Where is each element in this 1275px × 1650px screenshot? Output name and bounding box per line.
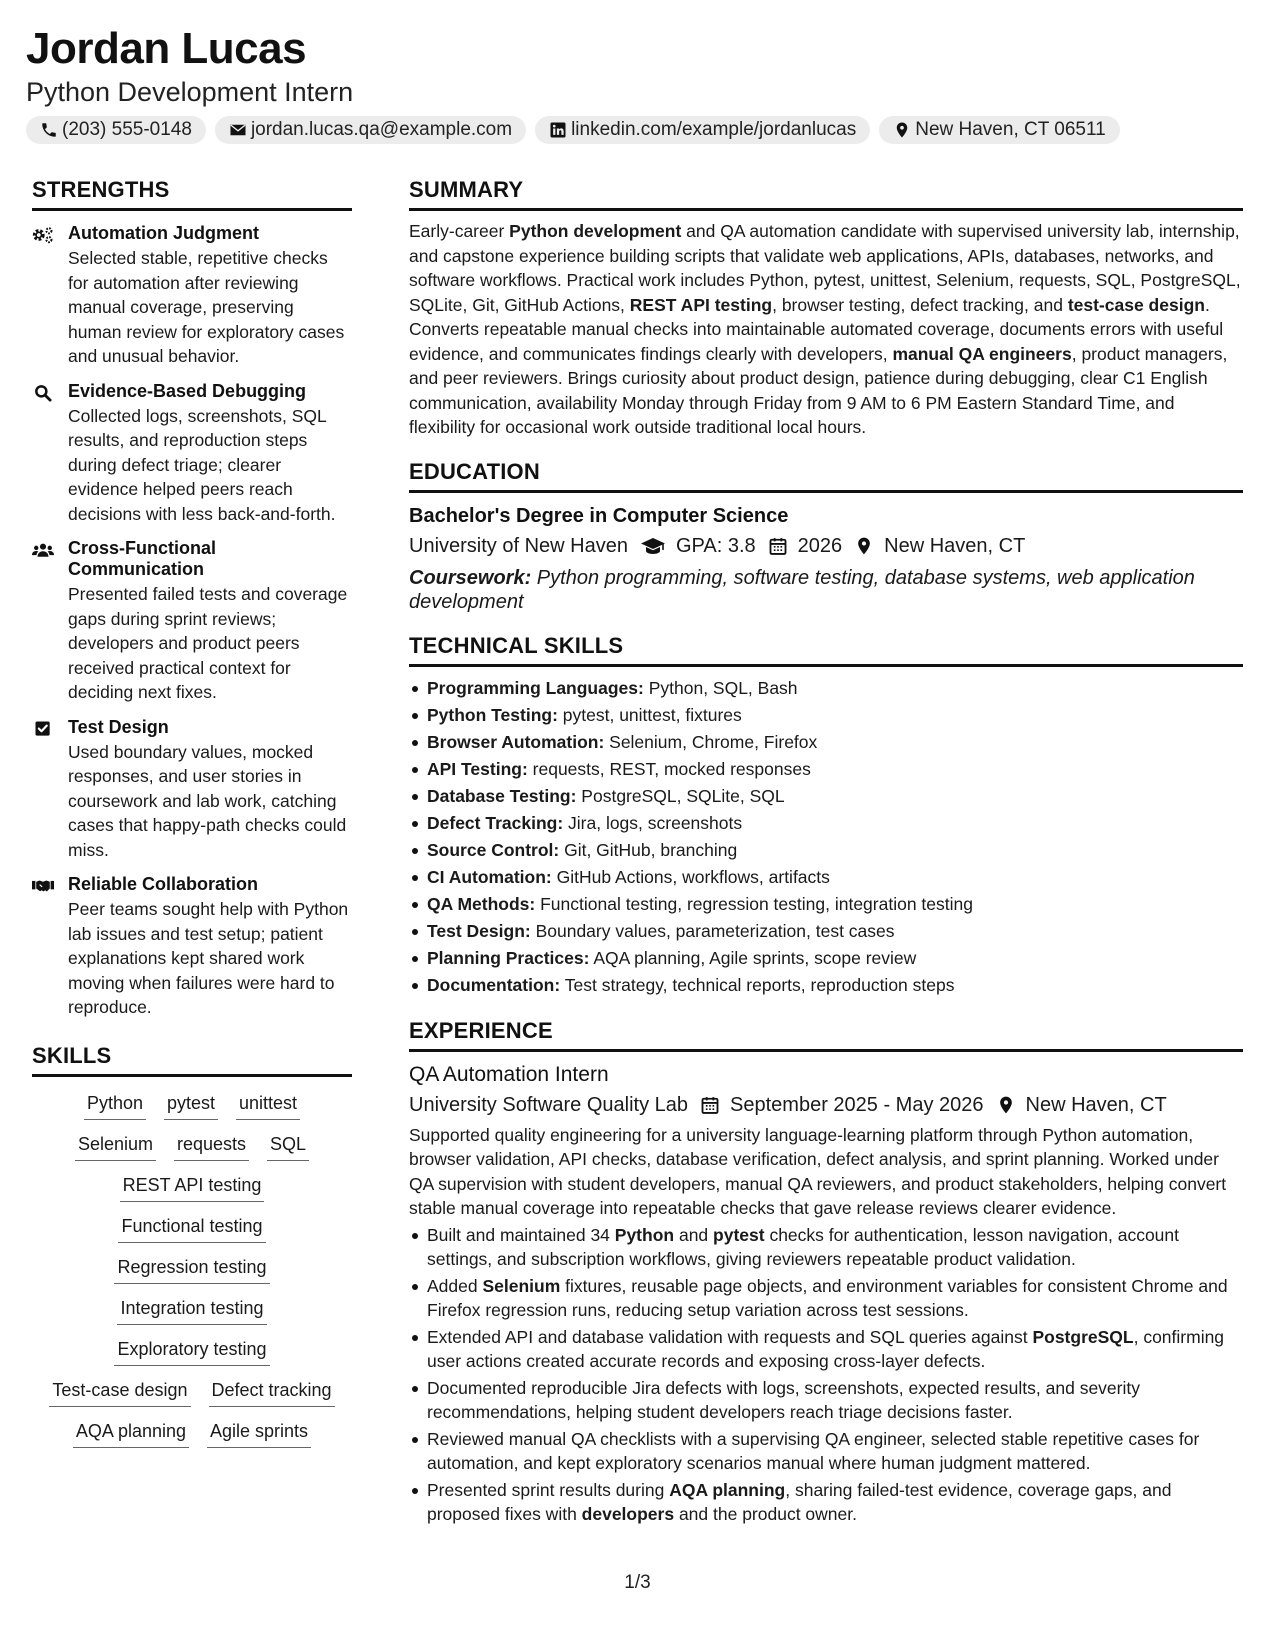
experience-heading: EXPERIENCE [409,1017,1243,1052]
location-text: New Haven, CT 06511 [915,119,1106,140]
map-pin-icon [893,121,911,139]
skill-tag: pytest [164,1091,218,1120]
contact-bar [26,116,1256,144]
school-name: University of New Haven [409,534,628,557]
list-item: Database Testing: PostgreSQL, SQLite, SQL [409,783,1243,810]
graduation-cap-icon [640,536,666,556]
checkbox-icon [32,719,54,739]
handshake-icon [32,876,54,896]
list-item: Source Control: Git, GitHub, branching [409,837,1243,864]
job-bullets [409,1223,1243,1527]
skill-tag: Functional testing [118,1214,265,1243]
skill-tag: AQA planning [73,1419,189,1448]
job-summary: Supported quality engineering for a university language-learning platform through Python automation, browser validation, API checks, database verification, defect analysis, and sprint planning. Worked under QA supervision with student developers, manual QA reviewers, and product stakeholders, helping convert stable manual coverage into repeatable checks that gave release reviews clearer evidence. [409,1124,1227,1218]
list-item: API Testing: requests, REST, mocked responses [409,756,1243,783]
skills-heading: SKILLS [32,1042,352,1077]
phone-text: (203) 555-0148 [62,119,192,140]
linkedin-icon [549,121,567,139]
list-item: Documented reproducible Jira defects with logs, screenshots, expected results, and severity recommendations, helping student developers reach triage decisions faster. [409,1376,1243,1425]
candidate-title: Python Development Intern [26,77,354,107]
strengths-heading: STRENGTHS [32,176,352,211]
contact-location [879,116,1119,144]
strength-desc: Presented failed tests and coverage gaps during sprint reviews; developers and product peers received practical context for deciding next fixes. [68,584,348,702]
list-item: Built and maintained 34 Python and pytest checks for authentication, lesson navigation, account settings, and subscription workflows, giving reviewers repeatable product validation. [409,1223,1243,1272]
skill-tag: REST API testing [120,1173,265,1202]
contact-phone[interactable] [26,116,206,144]
strength-title: Evidence-Based Debugging [68,380,307,401]
contact-linkedin[interactable] [535,116,870,144]
education-heading: EDUCATION [409,458,1243,493]
linkedin-text: linkedin.com/example/jordanlucas [571,119,857,140]
job-location: New Haven, CT [1025,1093,1167,1116]
skill-tag: SQL [267,1132,309,1161]
search-icon [32,383,54,403]
graduation-year: 2026 [797,534,843,557]
company-name: University Software Quality Lab [409,1093,689,1116]
summary-text: Early-career Python development and QA automation candidate with supervised university lab, internship, and capstone experience building scripts that validate web applications, APIs, databases, networks, and software workflows. Practical work includes Python, pytest, unittest, Selenium, requests, SQL, PostgreSQL, SQLite, Git, GitHub Actions, REST API testing, browser testing, defect tracking, and test-case design. Converts repeatable manual checks into maintainable automated coverage, documents errors with useful evidence, and communicates findings clearly with developers, manual QA engineers, product managers, and peer reviewers. Brings curiosity about product design, patience during debugging, clear C1 English communication, availability Monday through Friday from 9 AM to 6 PM Eastern Standard Time, and flexibility for occasional work outside traditional local hours. [409,221,1241,437]
technical-skills-heading: TECHNICAL SKILLS [409,632,1243,667]
education-location: New Haven, CT [884,534,1026,557]
list-item: Browser Automation: Selenium, Chrome, Firefox [409,729,1243,756]
list-item: Python Testing: pytest, unittest, fixtures [409,702,1243,729]
resume-header [26,24,1256,144]
skill-tag: Integration testing [117,1296,266,1325]
map-pin-icon [854,536,874,556]
strength-item [32,223,352,369]
strength-title: Test Design [68,716,169,737]
strength-title: Automation Judgment [68,223,259,243]
email-text: jordan.lucas.qa@example.com [250,119,513,140]
candidate-name: Jordan Lucas [26,24,307,73]
list-item: Presented sprint results during AQA planning, sharing failed-test evidence, coverage gaps, and proposed fixes with developers and the product owner. [409,1478,1243,1527]
skill-tag: Python [84,1091,146,1120]
job-meta [409,1091,1243,1119]
contact-email[interactable] [215,116,526,144]
skill-tag: Exploratory testing [114,1337,269,1366]
strength-desc: Peer teams sought help with Python lab issues and test setup; patient explanations kept shared work moving when failures were hard to reproduce. [68,899,349,1017]
strength-desc: Used boundary values, mocked responses, and user stories in coursework and lab work, catching cases that happy-path checks could miss. [68,741,347,860]
skill-tag: unittest [236,1091,300,1120]
phone-icon [40,121,58,139]
list-item: Planning Practices: AQA planning, Agile sprints, scope review [409,945,1243,972]
strength-item [32,874,352,1020]
skill-tag: Test-case design [49,1378,190,1407]
strength-desc: Selected stable, repetitive checks for automation after reviewing manual coverage, preserving human review for exploratory cases and unusual behavior. [68,248,345,366]
list-item: Defect Tracking: Jira, logs, screenshots [409,810,1243,837]
skill-tag: Defect tracking [209,1378,335,1407]
strength-item [32,381,352,527]
job-dates: September 2025 - May 2026 [730,1093,984,1116]
strength-item [32,538,352,705]
gears-icon [32,225,54,245]
list-item: CI Automation: GitHub Actions, workflows, artifacts [409,864,1243,891]
skill-tag: requests [174,1132,249,1161]
strength-title: Cross-Functional Communication [68,538,217,579]
list-item: Documentation: Test strategy, technical reports, reproduction steps [409,972,1243,999]
degree-title: Bachelor's Degree in Computer Science [409,504,789,527]
right-column [409,176,1243,1527]
list-item: Programming Languages: Python, SQL, Bash [409,675,1243,702]
list-item: Extended API and database validation with requests and SQL queries against PostgreSQL, confirming user actions created accurate records and exposing cross-layer defects. [409,1325,1243,1374]
summary-heading: SUMMARY [409,176,1243,211]
strength-title: Reliable Collaboration [68,874,259,894]
list-item: Test Design: Boundary values, parameterization, test cases [409,918,1243,945]
skill-tag: Selenium [75,1132,156,1161]
list-item: QA Methods: Functional testing, regression testing, integration testing [409,891,1243,918]
skill-tag: Regression testing [114,1255,269,1284]
technical-skills-list [409,675,1243,999]
education-meta [409,532,1243,560]
list-item: Reviewed manual QA checklists with a supervising QA engineer, selected stable repetitive cases for automation, and kept exploratory scenarios manual where human judgment mattered. [409,1427,1243,1476]
map-pin-icon [996,1095,1016,1115]
skill-tag: Agile sprints [207,1419,311,1448]
skills-tags [32,1091,352,1448]
gpa: GPA: 3.8 [675,534,756,557]
strength-item [32,717,352,863]
strength-desc: Collected logs, screenshots, SQL results, and reproduction steps during defect triage; clearer evidence helped peers reach decisions with less back-and-forth. [68,405,336,524]
left-column [32,176,352,1448]
page-number: 1/3 [624,1572,651,1593]
envelope-icon [229,121,247,139]
list-item: Added Selenium fixtures, reusable page objects, and environment variables for consistent Chrome and Firefox regression runs, reducing setup variation across test sessions. [409,1274,1243,1323]
calendar-icon [768,536,788,556]
calendar-icon [700,1095,720,1115]
job-title: QA Automation Intern [409,1062,609,1086]
coursework: Coursework: Python programming, software testing, database systems, web application development [409,566,1195,613]
users-icon [32,540,54,560]
